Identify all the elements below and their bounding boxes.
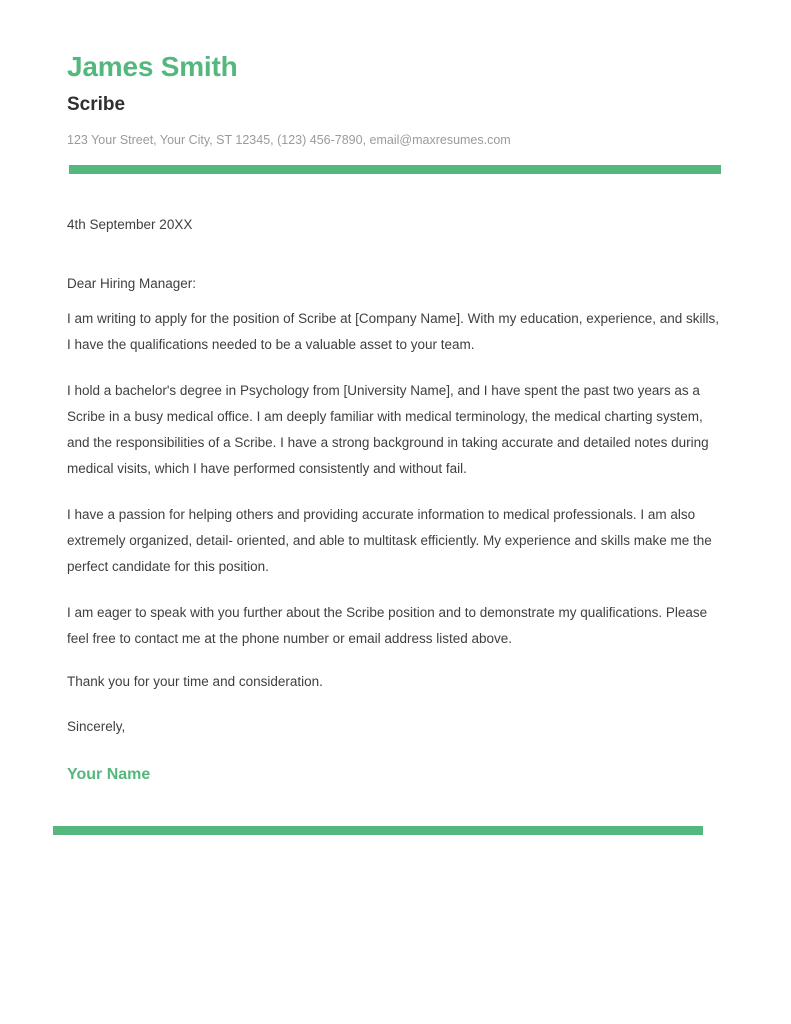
job-title: Scribe [67, 93, 126, 115]
letter-body [67, 215, 723, 784]
letter-header [67, 52, 723, 148]
header-divider-bar [69, 165, 721, 174]
letter-sign-off: Sincerely, [67, 719, 126, 735]
applicant-name: James Smith [67, 51, 238, 82]
signature-name: Your Name [67, 766, 151, 784]
letter-paragraph: I hold a bachelor's degree in Psychology from [University Name], and I have spent the past two years as a Scribe in a busy medical office. I am deeply familiar with medical terminology, the medical charting system, and the responsibilities of a Scribe. I have a strong background in taking accurate and detailed notes during medical visits, which I have performed consistently and without fail. [67, 382, 709, 477]
letter-paragraph: I have a passion for helping others and providing accurate information to medical professionals. I am also extremely organized, detail- oriented, and able to multitask efficiently. My experience and skills make me the perfect candidate for this position. [67, 507, 712, 575]
letter-date: 4th September 20XX [67, 217, 193, 232]
footer-divider-bar [53, 826, 703, 835]
letter-paragraph: I am writing to apply for the position of Scribe at [Company Name]. With my education, experience, and skills, I have the qualifications needed to be a valuable asset to your team. [67, 310, 720, 352]
letter-salutation: Dear Hiring Manager: [67, 275, 197, 291]
letter-thank-you: Thank you for your time and consideration. [67, 674, 323, 690]
letter-paragraph: I am eager to speak with you further about the Scribe position and to demonstrate my qualifications. Please feel free to contact me at the phone number or email address listed above. [67, 605, 708, 647]
contact-info-line: 123 Your Street, Your City, ST 12345, (123) 456-7890, email@maxresumes.com [67, 132, 511, 147]
